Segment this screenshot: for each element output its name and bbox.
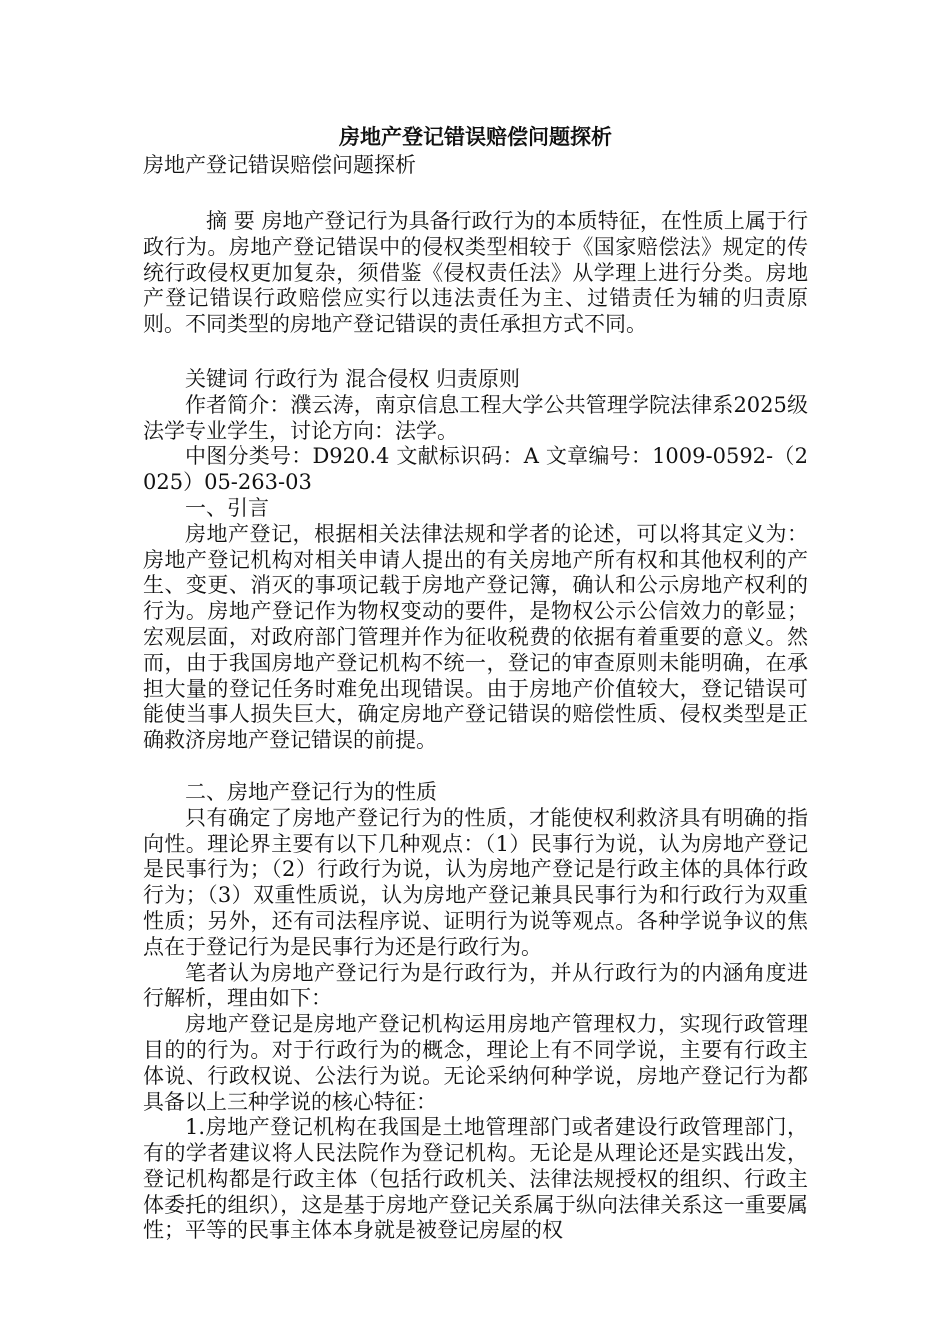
document-body <box>143 122 808 1244</box>
document-subtitle: 房地产登记错误赔偿问题探析 <box>143 153 416 177</box>
section-heading-intro: 一、引言 <box>185 495 269 520</box>
keywords-line: 关键词 行政行为 混合侵权 归责原则 <box>185 366 521 391</box>
section-heading-nature: 二、房地产登记行为的性质 <box>185 779 437 804</box>
nature-paragraph-3: 房地产登记是房地产登记机构运用房地产管理权力，实现行政管理目的的行为。对于行政行为的概念，理论上有不同学说，主要有行政主体说、行政权说、公法行为说。无论采纳何种学说，房地产登记行为都具备以上三种学说的核心特征： <box>143 1012 808 1114</box>
abstract-paragraph: 摘 要 房地产登记行为具备行政行为的本质特征，在性质上属于行政行为。房地产登记错误中的侵权类型相较于《国家赔偿法》规定的传统行政侵权更加复杂，须借鉴《侵权责任法》从学理上进行分类。房地产登记错误行政赔偿应实行以违法责任为主、过错责任为辅的归责原则。不同类型的房地产登记错误的责任承担方式不同。 <box>143 209 808 337</box>
nature-paragraph-2: 笔者认为房地产登记行为是行政行为，并从行政行为的内涵角度进行解析，理由如下： <box>143 960 808 1011</box>
classification-info: 中图分类号：D920.4 文献标识码：A 文章编号：1009-0592-（2025）05-263-03 <box>143 444 808 495</box>
document-title: 房地产登记错误赔偿问题探析 <box>339 124 612 149</box>
nature-paragraph-4: 1.房地产登记机构在我国是土地管理部门或者建设行政管理部门，有的学者建议将人民法院作为登记机构。无论是从理论还是实践出发，登记机构都是行政主体（包括行政机关、法律法规授权的组织、行政主体委托的组织），这是基于房地产登记关系属于纵向法律关系这一重要属性；平等的民事主体本身就是被登记房屋的权 <box>143 1115 808 1243</box>
intro-paragraph: 房地产登记，根据相关法律法规和学者的论述，可以将其定义为：房地产登记机构对相关申请人提出的有关房地产所有权和其他权利的产生、变更、消灭的事项记载于房地产登记簿，确认和公示房地产权利的行为。房地产登记作为物权变动的要件，是物权公示公信效力的彰显；宏观层面，对政府部门管理并作为征收税费的依据有着重要的意义。然而，由于我国房地产登记机构不统一，登记的审查原则未能明确，在承担大量的登记任务时难免出现错误。由于房地产价值较大，登记错误可能使当事人损失巨大，确定房地产登记错误的赔偿性质、侵权类型是正确救济房地产登记错误的前提。 <box>143 521 808 753</box>
author-info: 作者简介：濮云涛，南京信息工程大学公共管理学院法律系2025级法学专业学生，讨论方向：法学。 <box>143 392 808 443</box>
nature-paragraph-1: 只有确定了房地产登记行为的性质，才能使权利救济具有明确的指向性。理论界主要有以下几种观点：（1）民事行为说，认为房地产登记是民事行为；（2）行政行为说，认为房地产登记是行政主体的具体行政行为；（3）双重性质说，认为房地产登记兼具民事行为和行政行为双重性质；另外，还有司法程序说、证明行为说等观点。各种学说争议的焦点在于登记行为是民事行为还是行政行为。 <box>143 805 808 959</box>
